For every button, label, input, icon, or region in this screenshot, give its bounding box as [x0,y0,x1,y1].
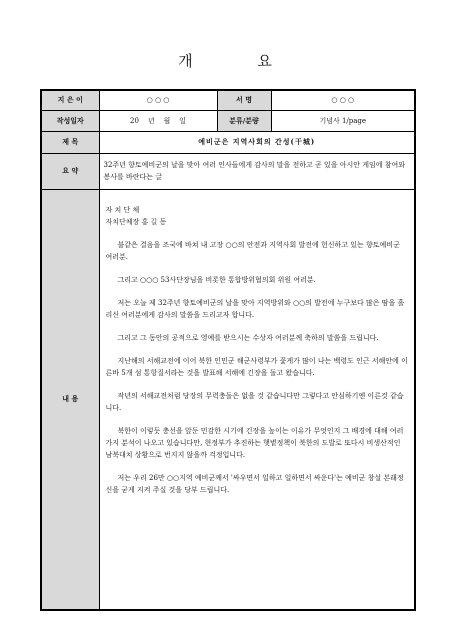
page-title: 개 요 [178,52,302,70]
date-label: 작성일자 [41,110,99,131]
sign-value: ○ ○ ○ [271,90,415,110]
content-paragraph: 그리고 ○○○ 53사단장님을 비롯한 통합방위협의회 위원 여러분. [117,275,316,284]
content-paragraph: 불같은 결음을 조국에 바쳐 내 고장 ○○의 안전과 지역사회 발전에 헌신하고 있는 향토예비군 여러분. [105,240,400,261]
writer-value: ○ ○ ○ [99,90,217,110]
summary-value: 32주년 향토예비군의 날을 맞아 여러 인사들에게 감사의 말을 전하고 곧 있을 아시안 게임에 참여와 봉사를 바란다는 글 [99,153,415,189]
date-value: 20 년 월 일 [99,110,217,131]
writer-label: 지 은 이 [41,90,99,110]
content-row [41,189,415,610]
subject-label: 제 목 [41,131,99,153]
category-value: 기념사 1/page [271,110,415,131]
category-label: 분류/분량 [217,110,271,131]
document-form-table [40,89,416,611]
content-paragraph: 저는 우리 26만 ○○지역 예비군께서 '싸우면서 일하고 일하면서 싸운다'는 예비군 창설 본래정신을 굳게 지켜 주실 것을 당부 드립니다. [105,473,404,494]
content-paragraph: 그리고 그 동안의 공적으로 영예를 받으시는 수상자 여러분께 축하의 말씀을 드립니다. [117,333,379,342]
content-paragraph: 저는 오늘 제 32주년 향토예비군의 날을 맞아 지역방위와 ○○의 발전에 누구보다 많은 땀을 흘리신 여러분에게 감사의 말씀을 드리고자 합니다. [105,298,405,319]
date-row [41,110,415,131]
sign-label: 서 명 [217,90,271,110]
writer-row [41,90,415,110]
summary-label: 요 약 [41,153,99,189]
content-paragraph: 지난해의 서해교전에 이어 북한 인민군 해군사령부가 꽃게가 많이 나는 백령도 인근 서해안에 이른바 5개 섬 통항질서라는 것을 발표해 서해에 긴장을 돌고 왔습니다. [105,356,408,377]
content-paragraph: 작년의 서해교전처럼 당장의 무력충돌은 없을 것 같습니다만 그렇다고 안심하기엔 이른것 같습니다. [105,391,404,412]
content-body [99,189,415,610]
subject-row [41,131,415,153]
subject-value: 예비군은 지역사회의 간성(干城) [99,131,415,153]
content-paragraph: 북한이 이렇듯 충선을 앞둔 민감한 시기에 긴장을 높이는 이유가 무엇인지 그 배경에 대해 여러 가지 분석이 나오고 있습니다만, 현정부가 추진하는 햇볕정책이 북한의 도발로 또다시 비생산적인 남북대치 상황으로 번지지 않을까 걱정입니다. [105,426,404,459]
content-label: 내 용 [41,189,99,610]
summary-row [41,153,415,189]
greeting-line-1: 자 치 단 체 [105,205,140,214]
greeting-line-2: 자치단체장 홍 길 동 [105,217,167,226]
